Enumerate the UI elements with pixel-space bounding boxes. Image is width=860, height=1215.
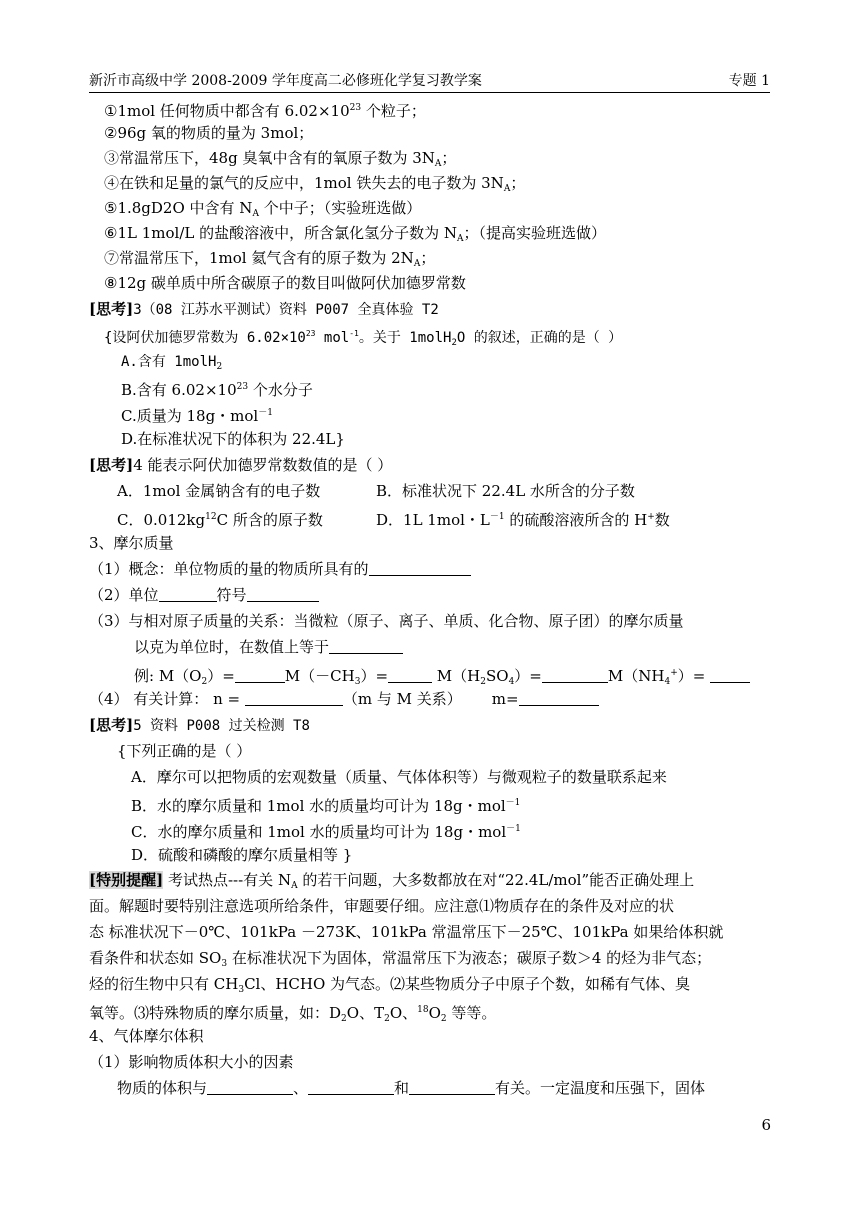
think-4-option-c: C．$0.012kg^{12}C$ 所含的原子数 <box>117 511 323 529</box>
think-5-option-b: B．水的摩尔质量和 1mol 水的质量均可计为 18g・mol$^{-1}$ <box>131 797 521 815</box>
think-4-option-b: B．标准状况下 22.4L 水所含的分子数 <box>376 482 635 500</box>
header-topic: 专题 1 <box>728 73 770 89</box>
statement-6: ⑥1L 1mol/L 的盐酸溶液中，所含氯化氢分子数为 $N_A$；（提高实验班选做） <box>104 224 607 244</box>
think-3-heading: [思考]3（08 江苏水平测试）资料 P007 全真体验 T2 <box>89 300 439 318</box>
statement-8: ⑧12g 碳单质中所含碳原子的数目叫做阿伏加德罗常数 <box>104 274 466 292</box>
special-tip-line-6: 氧等。⑶特殊物质的摩尔质量，如：$D_2O$、$T_2O$、$^{18}O_2$ 等等。 <box>89 1004 497 1024</box>
statement-5: ⑤1.8gD2O 中含有 $N_A$ 个中子；（实验班选做） <box>104 199 422 219</box>
special-tip-line-4: 看条件和状态如 $SO_3$ 在标准状况下为固体，常温常压下为液态；碳原子数＞4 的烃为非气态； <box>89 949 712 969</box>
think-3-option-a: A.含有 1molH$_2$ <box>121 354 223 372</box>
think-4-heading: [思考]4 能表示阿伏加德罗常数数值的是（ ） <box>89 456 393 474</box>
special-tip-line-5: 烃的衍生物中只有 $CH_3Cl$、HCHO 为气态。⑵某些物质分子中原子个数，如稀有气体、臭 <box>89 975 691 995</box>
statement-2: ②96g 氧的物质的量为 3mol； <box>104 124 314 142</box>
molar-mass-concept: （1）概念：单位物质的量的物质所具有的 <box>89 557 471 581</box>
think-3-option-b: B.含有 $6.02\times 10^{23}$ 个水分子 <box>121 381 313 399</box>
special-tip-line-3: 态 标准状况下－0℃、101kPa －273K、101kPa 常温常压下－25℃、101kPa 如果给体积就 <box>89 923 724 941</box>
section-4-title: 4、气体摩尔体积 <box>89 1027 204 1045</box>
think-4-option-d: D．1L 1mol・$L^{-1}$ 的硫酸溶液所含的 H+数 <box>376 511 670 529</box>
molar-mass-unit: （2）单位 符号 <box>89 583 319 607</box>
special-tip-tag: [特别提醒] <box>89 871 164 889</box>
molar-mass-relation: （3）与相对原子质量的关系：当微粒（原子、离子、单质、化合物、原子团）的摩尔质量 <box>89 612 684 630</box>
page-header <box>89 70 770 93</box>
think-4-option-a: A．1mol 金属钠含有的电子数 <box>117 482 321 500</box>
volume-factors-text: 物质的体积与 、 和 有关。一定温度和压强下，固体 <box>117 1079 706 1097</box>
page-number: 6 <box>761 1116 771 1134</box>
think-3-option-d: D.在标准状况下的体积为 22.4L} <box>121 430 345 448</box>
think-5-option-d: D．硫酸和磷酸的摩尔质量相等 } <box>131 846 353 864</box>
section-3-title: 3、摩尔质量 <box>89 534 174 552</box>
think-5-option-a: A．摩尔可以把物质的宏观数量（质量、气体体积等）与微观粒子的数量联系起来 <box>131 768 667 786</box>
statement-1: ①1mol 任何物质中都含有 $6.02\times 10^{23}$ 个粒子； <box>104 102 426 120</box>
molar-mass-relation-cont: 以克为单位时，在数值上等于 <box>134 635 403 659</box>
think-5-option-c: C．水的摩尔质量和 1mol 水的质量均可计为 18g・mol$^{-1}$ <box>131 823 521 841</box>
header-title: 新沂市高级中学 2008-2009 学年度高二必修班化学复习教学案 <box>89 73 482 89</box>
think-5-question: {下列正确的是（ ） <box>117 742 252 760</box>
molar-mass-example: 例: $M(O_2)= M(-CH_3)= M(H_2SO_4)= M(NH_4^+)=$ <box>134 661 750 694</box>
statement-3: ③常温常压下，48g 臭氧中含有的氧原子数为 $3N_A$； <box>104 149 457 169</box>
special-tip-line-2: 面。解题时要特别注意选项所给条件，审题要仔细。应注意⑴物质存在的条件及对应的状 <box>89 897 675 915</box>
special-tip-line-1: [特别提醒] 考试热点---有关 $N_A$ 的若干问题，大多数都放在对“22.4L/mol”能否正确处理上 <box>89 871 695 891</box>
think-5-heading: [思考]5 资料 P008 过关检测 T8 <box>89 716 310 734</box>
statement-4: ④在铁和足量的氯气的反应中，1mol 铁失去的电子数为 $3N_A$； <box>104 174 526 194</box>
statement-7: ⑦常温常压下，1mol 氦气含有的原子数为 $2N_A$； <box>104 249 436 269</box>
molar-mass-calculation: （4） 有关计算： n = （m 与 M 关系） m= <box>89 687 599 711</box>
volume-factors-heading: （1）影响物质体积大小的因素 <box>89 1053 294 1071</box>
think-3-question: {设阿伏加德罗常数为 $6.02\times 10^{23}$ mol$^{-1}$。关于 1molH$_2$O 的叙述，正确的是（ ） <box>104 329 623 348</box>
think-3-option-c: C.质量为 18g・mol$^{-1}$ <box>121 407 273 425</box>
